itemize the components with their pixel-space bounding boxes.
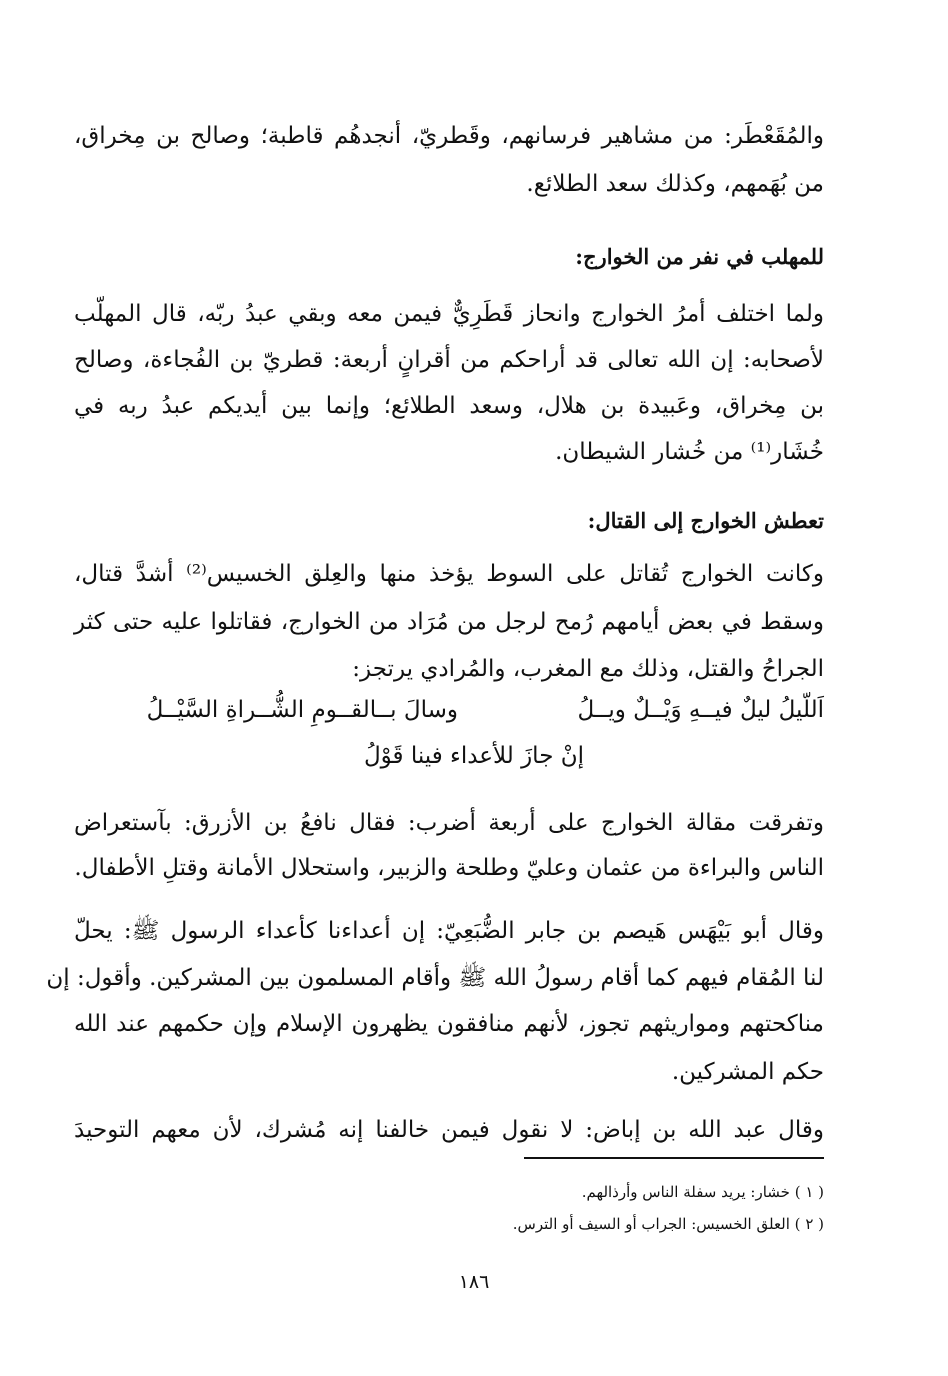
text-line: الناس والبراءة من عثمان وعليّ وطلحة والزبير، واستحلال الأمانة وقتلِ الأطفال. [74, 855, 824, 881]
footnote: ( ١ ) خشار: يريد سفلة الناس وأرذالهم. [581, 1183, 824, 1201]
verse-second-hemistich: وسالَ بــالقــومِ الشُّــراةِ السَّيْــلُ [146, 697, 458, 723]
text-line: والمُقَعْطَر: من مشاهير فرسانهم، وقَطريّ، أنجدهُم قاطبة؛ وصالح بن مِخراق، [74, 123, 824, 149]
text-line: حكم المشركين. [671, 1059, 824, 1085]
text-line: بن مِخراق، وعَبيدة بن هلال، وسعد الطلائع؛ وإنما بين أيديكم عبدُ ربه في [74, 393, 824, 419]
verse-first-hemistich: اَللّيلُ ليلٌ فيــهِ وَيْــلٌ ويــلُ [577, 697, 824, 723]
text-line: لنا المُقام فيهم كما أقام رسولُ الله ﷺ وأقام المسلمون بين المشركين. وأقول: إن [46, 965, 824, 991]
text-line: الجراحُ والقتل، وذلك مع المغرب، والمُرادي يرتجز: [352, 656, 824, 682]
text-line: لأصحابه: إن الله تعالى قد أراحكم من أقرانٍ أربعة: قطريّ بن الفُجاءة، وصالح [74, 347, 824, 373]
section-heading: تعطش الخوارج إلى القتال: [587, 508, 824, 533]
text-line: وقال عبد الله بن إباض: لا نقول فيمن خالفنا إنه مُشرك، لأن معهم التوحيدَ [74, 1117, 824, 1143]
footnote: ( ٢ ) العلق الخسيس: الجراب أو السيف أو الترس. [512, 1215, 824, 1233]
text-line: وتفرقت مقالة الخوارج على أربعة أضرب: فقال نافعُ بن الأزرق: بآستعراض [74, 810, 824, 836]
text-line: وكانت الخوارج تُقاتل على السوط يؤخذ منها والعِلق الخسيس⁽²⁾ أشدَّ قتال، [74, 561, 824, 587]
section-heading: للمهلب في نفر من الخوارج: [575, 244, 824, 269]
text-line: وسقط في بعض أيامهم رُمح لرجل من مُرَاد من الخوارج، فقاتلوا عليه حتى كثر [74, 609, 824, 635]
text-line: وقال أبو بَيْهَس هَيصم بن جابر الضُّبَعِيّ: إن أعداءنا كأعداء الرسول ﷺ: يحلّ [74, 918, 824, 944]
text-line: من بُهَمهم، وكذلك سعد الطلائع. [526, 171, 824, 197]
text-line: مناكحتهم ومواريثهم تجوز، لأنهم منافقون يظهرون الإسلام وإن حكمهم عند الله [74, 1011, 824, 1037]
text-line: خُشَار⁽¹⁾ من خُشار الشيطان. [555, 439, 824, 465]
page-number: ١٨٦ [458, 1271, 490, 1293]
footnote-separator [524, 1157, 824, 1159]
verse-second-line: إنْ جازَ للأعداء فينا قَوْلُ [363, 743, 584, 769]
text-line: ولما اختلف أمرُ الخوارج وانحاز قَطَرِيٌّ فيمن معه وبقي عبدُ ربّه، قال المهلّب [74, 301, 824, 327]
